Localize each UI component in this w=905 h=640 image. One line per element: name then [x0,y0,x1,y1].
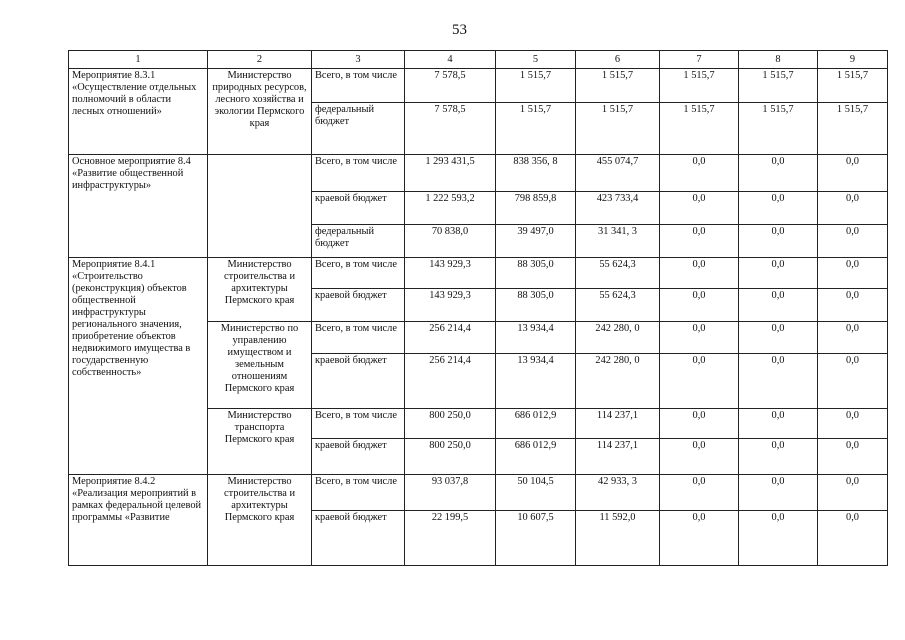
funding-source: Всего, в том числе [312,155,405,192]
funding-source: Всего, в том числе [312,475,405,511]
amount-cell: 0,0 [660,289,739,322]
amount-cell: 114 237,1 [576,439,660,475]
funding-source: краевой бюджет [312,192,405,225]
amount-cell: 0,0 [818,322,888,354]
amount-cell: 0,0 [660,439,739,475]
amount-cell: 256 214,4 [405,354,496,409]
amount-cell: 800 250,0 [405,409,496,439]
amount-cell: 13 934,4 [496,354,576,409]
col-header: 8 [739,51,818,69]
amount-cell: 1 515,7 [739,103,818,155]
amount-cell: 686 012,9 [496,439,576,475]
amount-cell: 31 341, 3 [576,225,660,258]
amount-cell: 22 199,5 [405,511,496,566]
responsible-organization: Министерство по управлению имуществом и земельным отношениям Пермского края [208,322,312,409]
amount-cell: 70 838,0 [405,225,496,258]
responsible-organization: Министерство природных ресурсов, лесного хозяйства и экологии Пермского края [208,69,312,155]
table-row [69,155,888,192]
funding-source: краевой бюджет [312,289,405,322]
amount-cell: 0,0 [739,192,818,225]
responsible-organization: Министерство транспорта Пермского края [208,409,312,475]
header-row [69,51,888,69]
amount-cell: 7 578,5 [405,103,496,155]
col-header: 7 [660,51,739,69]
amount-cell: 0,0 [660,258,739,289]
table-row [69,258,888,289]
amount-cell: 55 624,3 [576,258,660,289]
amount-cell: 0,0 [739,155,818,192]
funding-source: краевой бюджет [312,511,405,566]
amount-cell: 0,0 [660,322,739,354]
amount-cell: 0,0 [818,409,888,439]
amount-cell: 423 733,4 [576,192,660,225]
amount-cell: 1 515,7 [576,69,660,103]
responsible-organization: Министерство строительства и архитектуры Пермского края [208,258,312,322]
amount-cell: 798 859,8 [496,192,576,225]
amount-cell: 50 104,5 [496,475,576,511]
amount-cell: 55 624,3 [576,289,660,322]
amount-cell: 93 037,8 [405,475,496,511]
col-header: 4 [405,51,496,69]
amount-cell: 0,0 [818,192,888,225]
amount-cell: 256 214,4 [405,322,496,354]
amount-cell: 1 515,7 [496,103,576,155]
amount-cell: 143 929,3 [405,289,496,322]
amount-cell: 0,0 [818,258,888,289]
col-header: 6 [576,51,660,69]
amount-cell: 800 250,0 [405,439,496,475]
amount-cell: 1 515,7 [818,69,888,103]
amount-cell: 0,0 [739,322,818,354]
amount-cell: 0,0 [818,475,888,511]
amount-cell: 13 934,4 [496,322,576,354]
amount-cell: 1 222 593,2 [405,192,496,225]
col-header: 2 [208,51,312,69]
amount-cell: 1 293 431,5 [405,155,496,192]
funding-source: краевой бюджет [312,354,405,409]
amount-cell: 0,0 [660,475,739,511]
amount-cell: 39 497,0 [496,225,576,258]
amount-cell: 0,0 [739,439,818,475]
amount-cell: 0,0 [739,409,818,439]
page-number: 53 [452,22,467,38]
amount-cell: 1 515,7 [660,103,739,155]
amount-cell: 0,0 [660,409,739,439]
amount-cell: 0,0 [739,475,818,511]
col-header: 1 [69,51,208,69]
amount-cell: 0,0 [818,439,888,475]
amount-cell: 0,0 [739,258,818,289]
funding-source: Всего, в том числе [312,258,405,289]
activity-name: Основное мероприятие 8.4 «Развитие общественной инфраструктуры» [69,155,208,258]
amount-cell: 0,0 [660,354,739,409]
amount-cell: 1 515,7 [496,69,576,103]
amount-cell: 838 356, 8 [496,155,576,192]
col-header: 5 [496,51,576,69]
activity-name: Мероприятие 8.3.1 «Осуществление отдельных полномочий в области лесных отношений» [69,69,208,155]
col-header: 9 [818,51,888,69]
amount-cell: 0,0 [660,225,739,258]
amount-cell: 1 515,7 [576,103,660,155]
amount-cell: 0,0 [660,155,739,192]
amount-cell: 0,0 [739,225,818,258]
amount-cell: 0,0 [739,354,818,409]
responsible-organization: Министерство строительства и архитектуры Пермского края [208,475,312,566]
funding-source: федеральный бюджет [312,103,405,155]
funding-source: Всего, в том числе [312,409,405,439]
amount-cell: 242 280, 0 [576,354,660,409]
col-header: 3 [312,51,405,69]
table-row [69,69,888,103]
amount-cell: 686 012,9 [496,409,576,439]
activity-name: Мероприятие 8.4.2 «Реализация мероприятий в рамках федеральной целевой программы «Развитие [69,475,208,566]
amount-cell: 11 592,0 [576,511,660,566]
funding-source: Всего, в том числе [312,69,405,103]
funding-source: федеральный бюджет [312,225,405,258]
amount-cell: 0,0 [739,511,818,566]
amount-cell: 0,0 [818,225,888,258]
amount-cell: 0,0 [818,155,888,192]
amount-cell: 42 933, 3 [576,475,660,511]
activity-name: Мероприятие 8.4.1 «Строительство (реконструкция) объектов общественной инфраструктуры регионального значения, приобретение объектов недвижимого имущества в государственную собственность» [69,258,208,475]
amount-cell: 88 305,0 [496,258,576,289]
amount-cell: 0,0 [739,289,818,322]
amount-cell: 0,0 [818,511,888,566]
amount-cell: 1 515,7 [739,69,818,103]
amount-cell: 0,0 [660,192,739,225]
amount-cell: 1 515,7 [660,69,739,103]
amount-cell: 0,0 [818,289,888,322]
amount-cell: 1 515,7 [818,103,888,155]
table-row [69,475,888,511]
budget-table [68,50,888,566]
amount-cell: 7 578,5 [405,69,496,103]
amount-cell: 143 929,3 [405,258,496,289]
amount-cell: 88 305,0 [496,289,576,322]
amount-cell: 0,0 [660,511,739,566]
amount-cell: 114 237,1 [576,409,660,439]
amount-cell: 455 074,7 [576,155,660,192]
amount-cell: 242 280, 0 [576,322,660,354]
funding-source: краевой бюджет [312,439,405,475]
funding-source: Всего, в том числе [312,322,405,354]
responsible-organization [208,155,312,258]
amount-cell: 10 607,5 [496,511,576,566]
amount-cell: 0,0 [818,354,888,409]
